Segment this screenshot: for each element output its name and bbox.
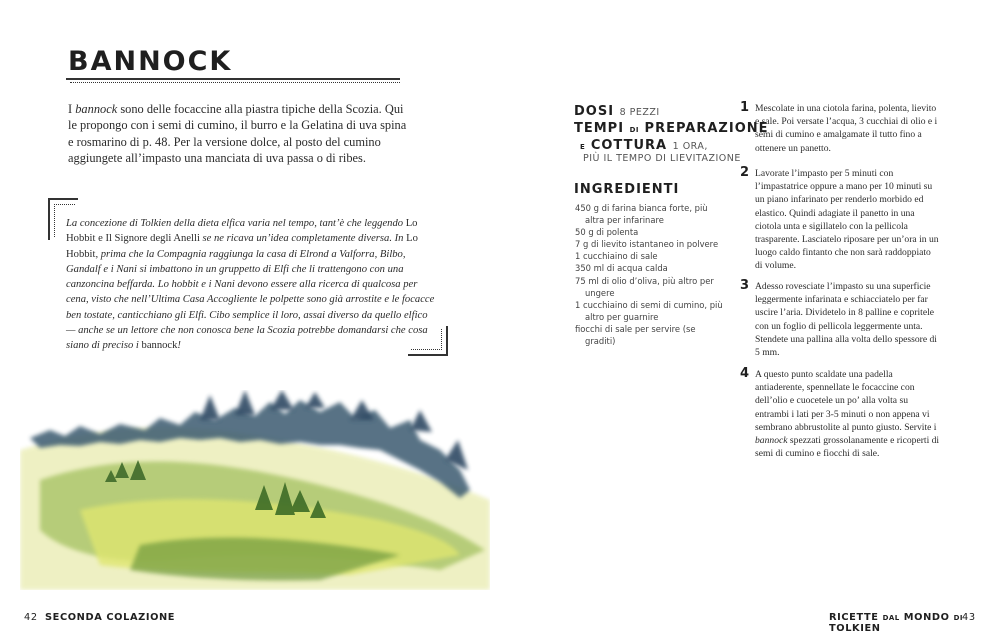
right-running-title: RICETTE DAL MONDO DI TOLKIEN	[829, 612, 963, 634]
time-label-line1: TEMPI DI PREPARAZIONE	[574, 121, 769, 136]
right-page-number: 43	[962, 612, 976, 623]
servings: DOSI 8 PEZZI	[574, 104, 660, 119]
intro-paragraph: I bannock sono delle focaccine alla piastra tipiche della Scozia. Qui le propongo con i semi di cumino, il burro e la Gelatina di uva spina e rosmarino di p. 48. Per la versione dolce, al posto del cumino aggiungete all’impasto una manciata di uva passa o di ribes.	[68, 102, 407, 165]
ingredients-heading: INGREDIENTI	[574, 182, 680, 197]
step-number: 1	[740, 100, 750, 115]
ingredient-item: 350 ml di acqua calda	[575, 263, 668, 274]
tolkien-quote: La concezione di Tolkien della dieta elfica varia nel tempo, tant’è che leggendo Lo Hobbit e Il Signore degli Anelli se ne ricava un’idea completamente diversa. In Lo Hobbit, prima che la Compagnia raggiunga la casa di Elrond a Valforra, Bilbo, Gandalf e i Nani si imbattono in un gruppetto di Elfi che li trattengono con una canzoncina beffarda. Lo hobbit e i Nani devono essere alla ricerca di qualcosa per cena, visto che nell’Ultima Casa Accogliente le polpette sono già arrostite e le focacce ben tostate, canticchiano gli Elfi. Cibo semplice il loro, assai diverso da quello elfico — anche se un lettore che non conosca bene la Scozia potrebbe domandarsi che cosa siano di preciso i bannock!	[66, 218, 435, 352]
ingredient-item: fiocchi di sale per servire (se graditi)	[575, 323, 696, 347]
step-text: Mescolate in una ciotola farina, polenta, lievito e sale. Poi versate l’acqua, 3 cucchiai di olio e i semi di cumino e amalgamate il tutto fino a ottenere un panetto.	[755, 103, 938, 154]
title-underline	[66, 78, 400, 86]
method-step-4	[740, 368, 940, 460]
method-step-2	[740, 167, 940, 273]
left-page-number: 42	[24, 612, 38, 623]
ingredient-item: 450 g di farina bianca forte, più altra per infarinare	[575, 203, 708, 226]
watercolor-landscape-illustration	[20, 390, 490, 590]
recipe-title: BANNOCK	[68, 46, 233, 77]
ingredient-item: 1 cucchiaino di sale	[575, 251, 658, 262]
step-text: A questo punto scaldate una padella antiaderente, spennellate le focaccine con dell’olio e cuocetele un po’ alla volta su entrambi i lati per 3-5 minuti o non appena vi sembrano abbrustolite al punto giusto. Servite i bannock spezzati grossolanamente e ricoperti di semi di cumino e fiocchi di sale.	[755, 369, 940, 460]
time-label-line2: E COTTURA 1 ORA,	[580, 138, 708, 153]
time-value: PIÙ IL TEMPO DI LIEVITAZIONE	[583, 153, 741, 164]
ingredient-item: 75 ml di olio d’oliva, più altro per ungere	[575, 275, 714, 298]
ingredients-list	[575, 202, 725, 347]
step-text: Lavorate l’impasto per 5 minuti con l’impastatrice oppure a mano per 10 minuti su un piano infarinato per renderlo morbido ed elastico. Quindi adagiate il panetto in una ciotola unta e sigillatelo con la pellicola trasparente. Lasciatelo riposare per un’ora in un luogo caldo fintanto che non sarà raddoppiato di volume.	[755, 168, 939, 272]
step-text: Adesso rovesciate l’impasto su una superficie leggermente infarinata e schiacciatelo per far uscire l’aria. Dividetelo in 8 palline e copritele con un foglio di pellicola leggermente unta. Stendete una pallina alla volta dello spessore di 5 mm.	[755, 281, 937, 359]
step-number: 4	[740, 366, 750, 381]
ingredient-item: 1 cucchiaino di semi di cumino, più altro per guarnire	[575, 299, 723, 322]
step-number: 2	[740, 165, 750, 180]
left-running-title: SECONDA COLAZIONE	[45, 612, 176, 623]
method-step-3	[740, 280, 940, 359]
ingredient-item: 50 g di polenta	[575, 227, 639, 238]
step-number: 3	[740, 278, 750, 293]
ingredient-item: 7 g di lievito istantaneo in polvere	[575, 239, 719, 250]
method-step-1	[740, 102, 940, 155]
